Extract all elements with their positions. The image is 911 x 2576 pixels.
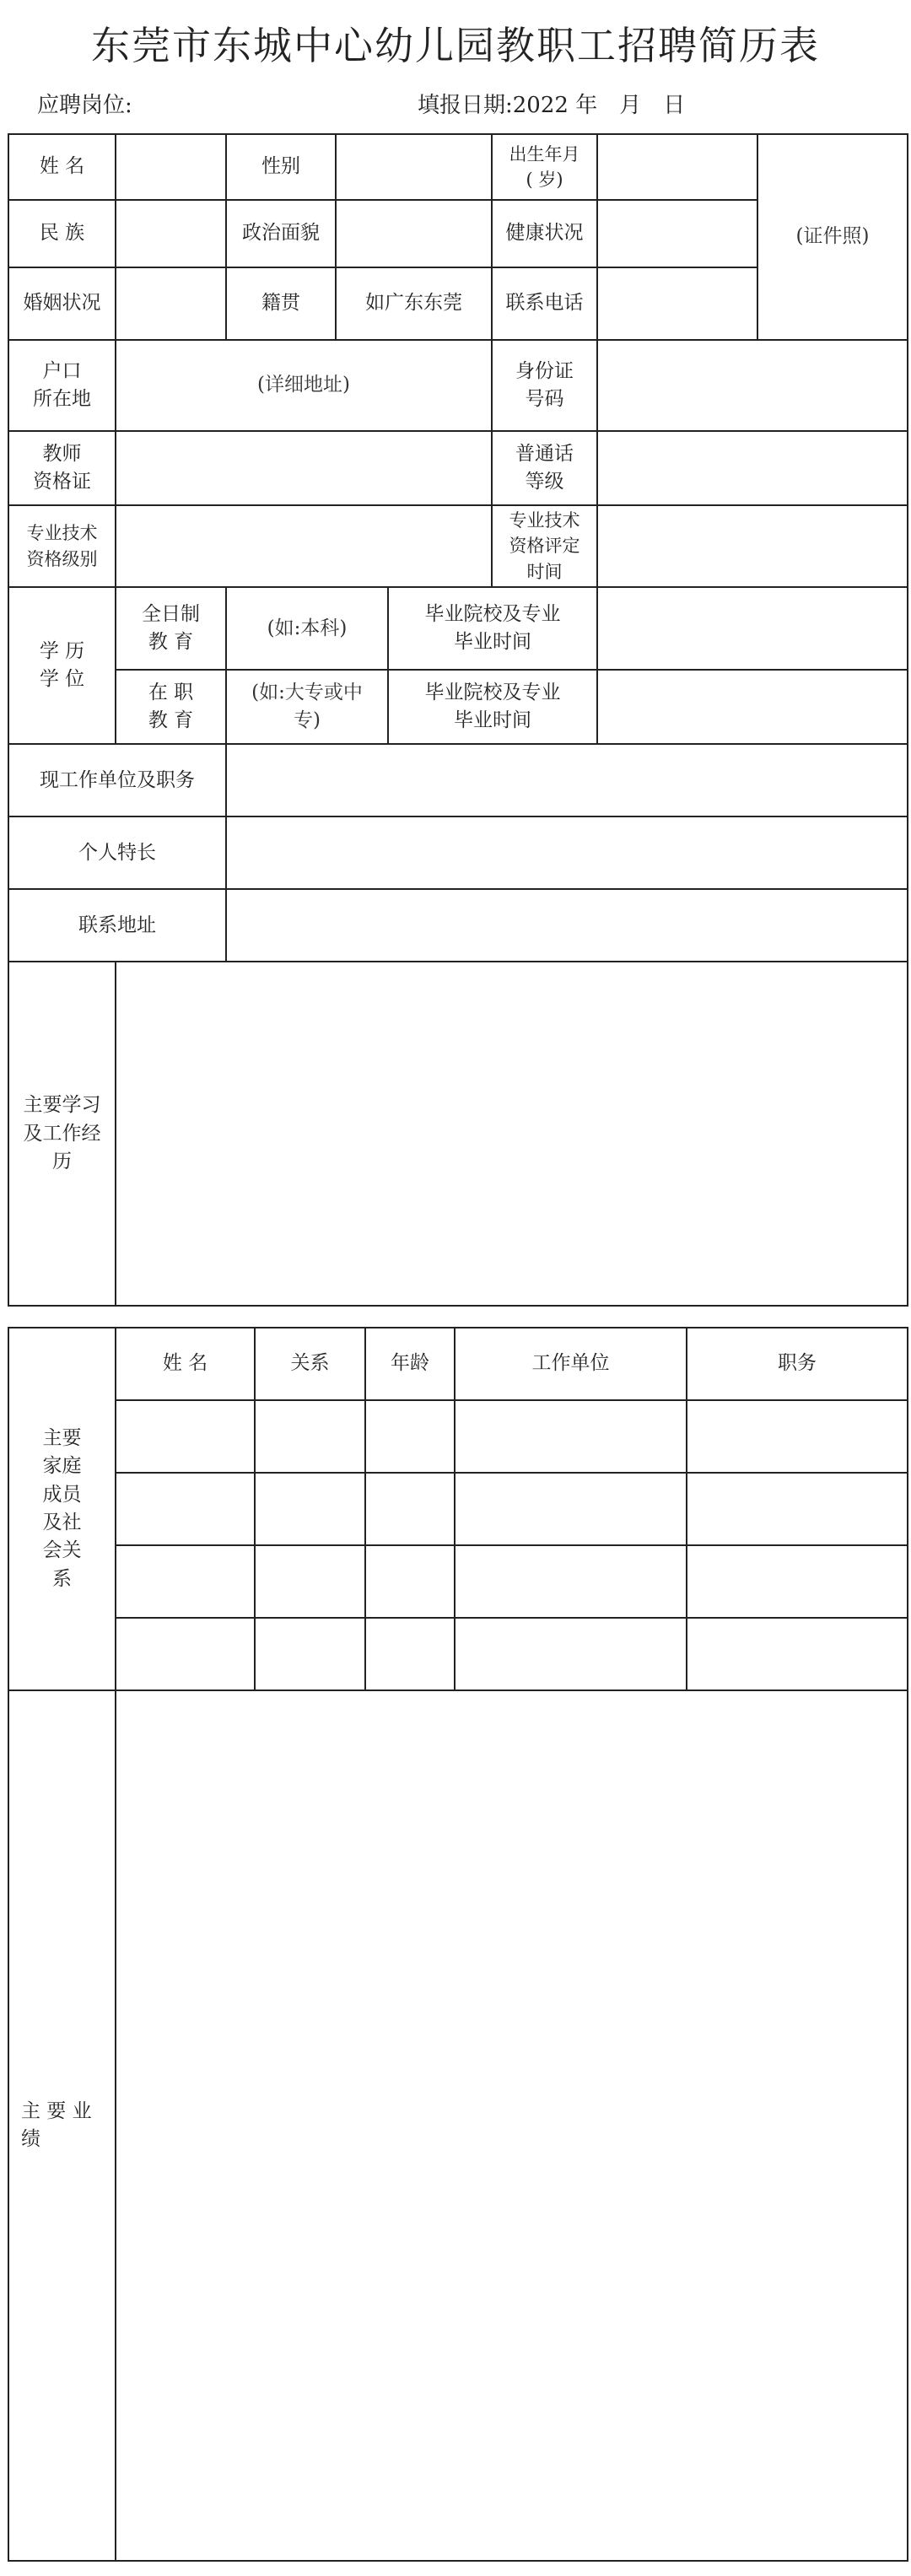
family-cell[interactable] [455, 1400, 687, 1473]
family-cell[interactable] [255, 1545, 365, 1618]
phone-field[interactable] [597, 267, 757, 340]
family-cell[interactable] [455, 1545, 687, 1618]
id-card-label: 身份证 号码 [492, 340, 597, 431]
family-cell[interactable] [687, 1545, 908, 1618]
name-field[interactable] [116, 134, 226, 200]
marital-status-label: 婚姻状况 [8, 267, 116, 340]
fulltime-edu-label: 全日制 教 育 [116, 587, 226, 670]
applied-post-label: 应聘岗位: [37, 93, 132, 118]
teacher-cert-field[interactable] [116, 431, 492, 505]
family-cell[interactable] [455, 1473, 687, 1545]
tech-eval-time-field[interactable] [597, 505, 908, 587]
native-place-field[interactable]: 如广东东莞 [336, 267, 492, 340]
resume-form-table [8, 133, 908, 1307]
specialty-label: 个人特长 [8, 816, 226, 889]
family-achievements-table [8, 1327, 908, 2562]
family-cell[interactable] [687, 1473, 908, 1545]
id-card-field[interactable] [597, 340, 908, 431]
page-title: 东莞市东城中心幼儿园教职工招聘简历表 [91, 23, 820, 68]
ethnicity-label: 民 族 [8, 200, 116, 267]
health-label: 健康状况 [492, 200, 597, 267]
tech-eval-time-label: 专业技术 资格评定 时间 [492, 505, 597, 587]
birth-field[interactable] [597, 134, 757, 200]
gender-field[interactable] [336, 134, 492, 200]
family-header-workplace: 工作单位 [455, 1328, 687, 1400]
tech-level-label: 专业技术 资格级别 [8, 505, 116, 587]
political-status-field[interactable] [336, 200, 492, 267]
political-status-label: 政治面貌 [226, 200, 336, 267]
inservice-edu-label: 在 职 教 育 [116, 670, 226, 744]
family-cell[interactable] [116, 1545, 255, 1618]
family-cell[interactable] [255, 1473, 365, 1545]
experience-field[interactable] [116, 962, 908, 1306]
family-header-relation: 关系 [255, 1328, 365, 1400]
hukou-label: 户口 所在地 [8, 340, 116, 431]
inservice-edu-field[interactable]: (如:大专或中 专) [226, 670, 388, 744]
inservice-grad-field[interactable] [597, 670, 908, 744]
health-field[interactable] [597, 200, 757, 267]
family-cell[interactable] [365, 1545, 455, 1618]
address-label: 联系地址 [8, 889, 226, 962]
photo-box[interactable]: (证件照) [757, 134, 908, 340]
mandarin-level-field[interactable] [597, 431, 908, 505]
name-label: 姓 名 [8, 134, 116, 200]
gender-label: 性别 [226, 134, 336, 200]
education-label: 学 历 学 位 [8, 587, 116, 744]
inservice-grad-label: 毕业院校及专业 毕业时间 [388, 670, 597, 744]
family-cell[interactable] [255, 1618, 365, 1690]
fulltime-grad-label: 毕业院校及专业 毕业时间 [388, 587, 597, 670]
family-header-age: 年龄 [365, 1328, 455, 1400]
marital-status-field[interactable] [116, 267, 226, 340]
hukou-field[interactable]: (详细地址) [116, 340, 492, 431]
family-cell[interactable] [116, 1400, 255, 1473]
family-cell[interactable] [365, 1400, 455, 1473]
fulltime-edu-field[interactable]: (如:本科) [226, 587, 388, 670]
fulltime-grad-field[interactable] [597, 587, 908, 670]
family-header-position: 职务 [687, 1328, 908, 1400]
current-job-field[interactable] [226, 744, 908, 816]
family-cell[interactable] [116, 1618, 255, 1690]
family-cell[interactable] [687, 1400, 908, 1473]
family-members-label: 主要 家庭 成员 及社 会关 系 [8, 1328, 116, 1690]
family-cell[interactable] [687, 1618, 908, 1690]
experience-label: 主要学习 及工作经 历 [8, 962, 116, 1306]
phone-label: 联系电话 [492, 267, 597, 340]
specialty-field[interactable] [226, 816, 908, 889]
ethnicity-field[interactable] [116, 200, 226, 267]
address-field[interactable] [226, 889, 908, 962]
fill-date-label: 填报日期:2022 年 月 日 [418, 93, 686, 118]
family-header-name: 姓 名 [116, 1328, 255, 1400]
achievements-label: 主 要 业 绩 [8, 1690, 116, 2561]
birth-label: 出生年月 ( 岁) [492, 134, 597, 200]
family-cell[interactable] [365, 1473, 455, 1545]
native-place-label: 籍贯 [226, 267, 336, 340]
family-cell[interactable] [455, 1618, 687, 1690]
family-cell[interactable] [365, 1618, 455, 1690]
current-job-label: 现工作单位及职务 [8, 744, 226, 816]
family-cell[interactable] [116, 1473, 255, 1545]
teacher-cert-label: 教师 资格证 [8, 431, 116, 505]
tech-level-field[interactable] [116, 505, 492, 587]
mandarin-level-label: 普通话 等级 [492, 431, 597, 505]
achievements-field[interactable] [116, 1690, 908, 2561]
family-cell[interactable] [255, 1400, 365, 1473]
